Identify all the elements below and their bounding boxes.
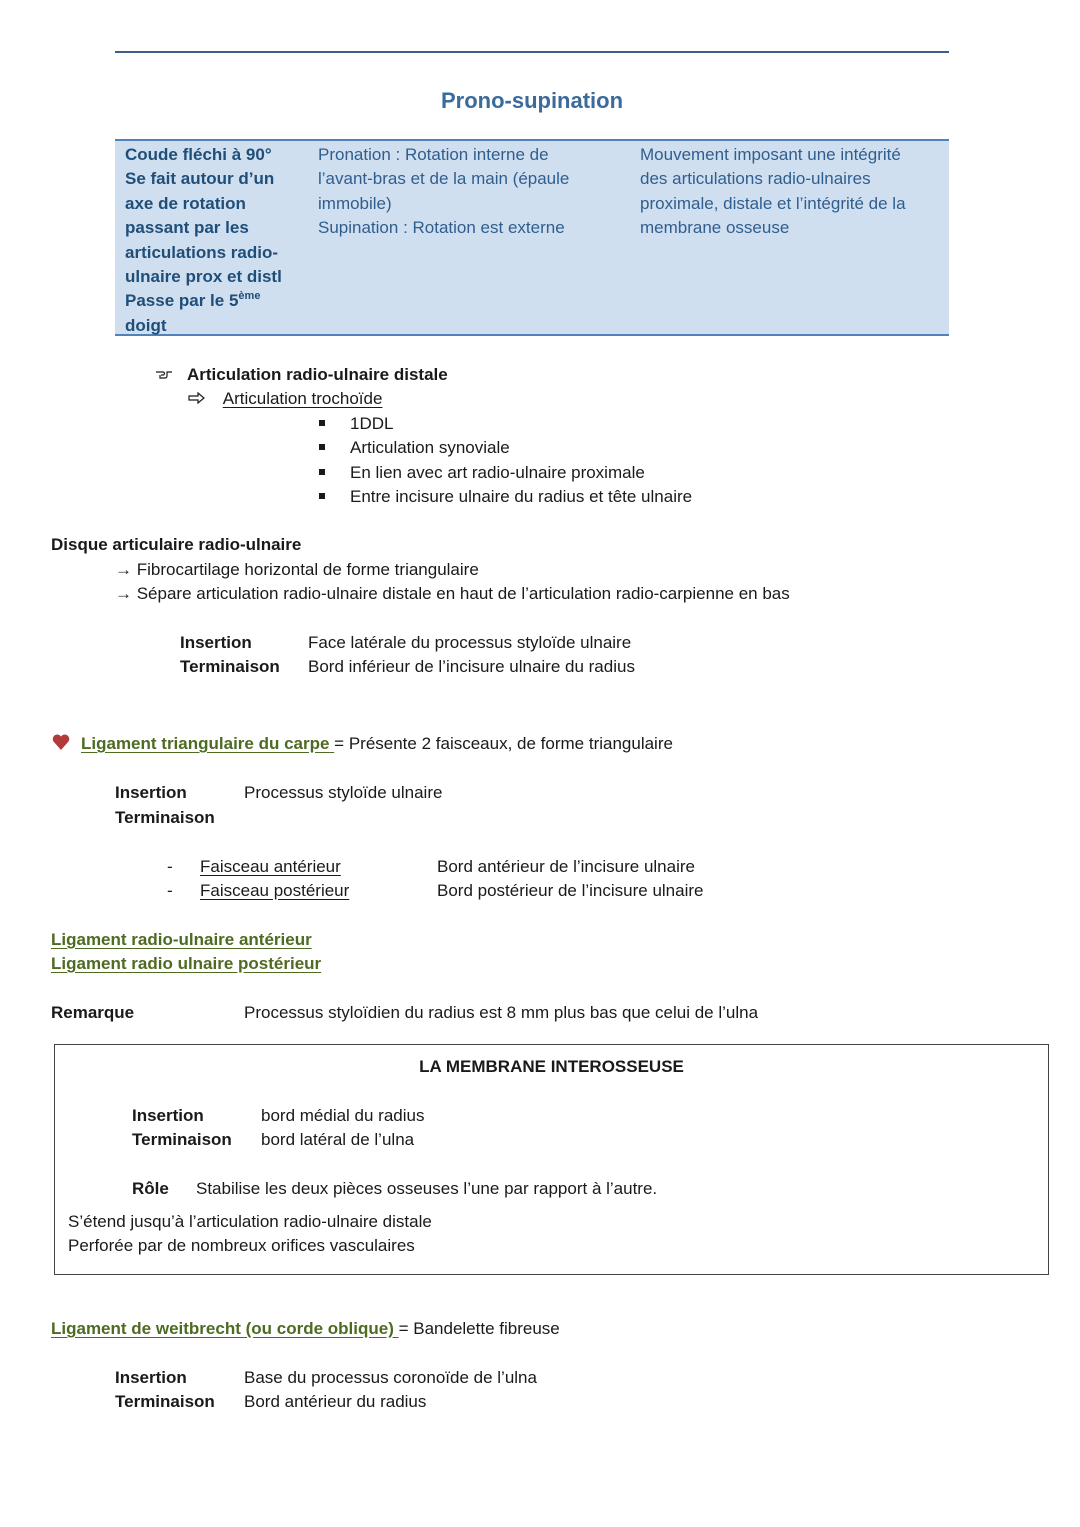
table-col1-line: passant par les: [125, 218, 249, 238]
page-title: Prono-supination: [440, 88, 624, 113]
heart-icon: [51, 732, 71, 752]
bullet-item: En lien avec art radio-ulnaire proximale: [350, 463, 645, 482]
table-col2-line: Pronation : Rotation interne de: [318, 145, 549, 164]
weitbrecht-insertion-value: Base du processus coronoïde de l’ulna: [244, 1368, 537, 1387]
trochoid-line: [188, 387, 382, 411]
table-col1-line: ulnaire prox et distl: [125, 267, 282, 287]
disque-terminaison-label: Terminaison: [180, 657, 280, 676]
table-col3-line: des articulations radio-ulnaires: [640, 169, 871, 189]
faisceau-name: Faisceau antérieur: [200, 857, 341, 876]
membrane-insertion-value: bord médial du radius: [261, 1106, 425, 1125]
trochoid-label: Articulation trochoïde: [222, 389, 383, 408]
weitbrecht-heading-line: [51, 1317, 560, 1341]
table-col-definition: [318, 143, 618, 241]
disque-insertion-label: Insertion: [180, 633, 252, 652]
table-col1-line-sup: [125, 289, 305, 313]
distal-joint-heading: [155, 363, 448, 387]
bullet-item: Entre incisure ulnaire du radius et tête ulnaire: [350, 487, 693, 506]
table-col3-line: proximale, distale et l’intégrité de la: [640, 193, 906, 213]
disque-heading: Disque articulaire radio-ulnaire: [51, 535, 302, 554]
triangulaire-insertion-label: Insertion: [115, 783, 187, 802]
table-col3-line: membrane osseuse: [640, 218, 790, 238]
distal-joint-title: Articulation radio-ulnaire distale: [187, 365, 448, 384]
disque-terminaison-value: Bord inférieur de l’incisure ulnaire du radius: [308, 657, 635, 676]
table-col1-text: Passe par le 5: [125, 291, 239, 311]
table-col-requirement: [640, 143, 940, 241]
membrane-note: Perforée par de nombreux orifices vasculaires: [68, 1236, 415, 1255]
faisceau-value: Bord antérieur de l’incisure ulnaire: [437, 857, 695, 876]
remarque-label: Remarque: [51, 1003, 135, 1022]
membrane-note: S’étend jusqu’à l’articulation radio-ulnaire distale: [68, 1212, 432, 1231]
membrane-role-label: Rôle: [132, 1179, 169, 1198]
table-col3-line: Mouvement imposant une intégrité: [640, 145, 901, 164]
table-col2-line: l’avant-bras et de la main (épaule: [318, 169, 570, 189]
weitbrecht-terminaison-label: Terminaison: [115, 1392, 215, 1411]
weitbrecht-insertion-label: Insertion: [115, 1368, 187, 1387]
disque-line: → Fibrocartilage horizontal de forme triangulaire: [115, 560, 479, 579]
superscript: ème: [238, 290, 261, 303]
table-col2-line: immobile): [318, 193, 392, 213]
membrane-box: [54, 1044, 1049, 1275]
dash: -: [167, 881, 173, 900]
remarque-text: Processus styloïdien du radius est 8 mm plus bas que celui de l’ulna: [244, 1003, 759, 1022]
table-col1-line: axe de rotation: [125, 193, 246, 213]
weitbrecht-title: Ligament de weitbrecht (ou corde oblique): [51, 1319, 399, 1338]
table-col2-line: Supination : Rotation est externe: [318, 218, 565, 238]
bullet-item: Articulation synoviale: [350, 438, 510, 457]
arrow-right-icon: [188, 389, 211, 408]
faisceau-value: Bord postérieur de l’incisure ulnaire: [437, 881, 704, 900]
triangulaire-title: Ligament triangulaire du carpe: [81, 734, 335, 753]
table-col1-line: Coude fléchi à 90°: [125, 145, 272, 164]
triangulaire-heading-line: [81, 732, 673, 756]
triangulaire-terminaison-label: Terminaison: [115, 808, 215, 827]
membrane-terminaison-value: bord latéral de l’ulna: [261, 1130, 415, 1149]
table-col-movement: [125, 143, 305, 338]
table-col1-line: articulations radio-: [125, 242, 279, 262]
table-col1-line: doigt: [125, 315, 167, 335]
ligament-radio-ulnaire-anterieur: Ligament radio-ulnaire antérieur: [51, 930, 312, 949]
weitbrecht-terminaison-value: Bord antérieur du radius: [244, 1392, 427, 1411]
bullet-square-icon: [319, 420, 325, 426]
bullet-square-icon: [319, 469, 325, 475]
faisceau-name: Faisceau postérieur: [200, 881, 350, 900]
membrane-heading: LA MEMBRANE INTEROSSEUSE: [419, 1057, 684, 1076]
membrane-role-value: Stabilise les deux pièces osseuses l’une par rapport à l’autre.: [196, 1179, 658, 1198]
membrane-terminaison-label: Terminaison: [132, 1130, 232, 1149]
disque-line: → Sépare articulation radio-ulnaire distale en haut de l’articulation radio-carpienne en bas: [115, 584, 790, 603]
ligament-radio-ulnaire-posterieur: Ligament radio ulnaire postérieur: [51, 954, 322, 973]
top-divider: [115, 51, 949, 53]
bullet-square-icon: [319, 444, 325, 450]
triangulaire-desc: = Présente 2 faisceaux, de forme triangulaire: [334, 734, 673, 753]
triangulaire-insertion-value: Processus styloïde ulnaire: [244, 783, 443, 802]
disque-insertion-value: Face latérale du processus styloïde ulnaire: [308, 633, 632, 652]
bullet-item: 1DDL: [350, 414, 394, 433]
bullet-square-icon: [319, 493, 325, 499]
dash: -: [167, 857, 173, 876]
membrane-insertion-label: Insertion: [132, 1106, 204, 1125]
table-col1-line: Se fait autour d’un: [125, 169, 275, 189]
summary-table: [115, 139, 949, 336]
weitbrecht-desc: = Bandelette fibreuse: [398, 1319, 560, 1338]
pointing-hand-icon: [155, 363, 177, 387]
